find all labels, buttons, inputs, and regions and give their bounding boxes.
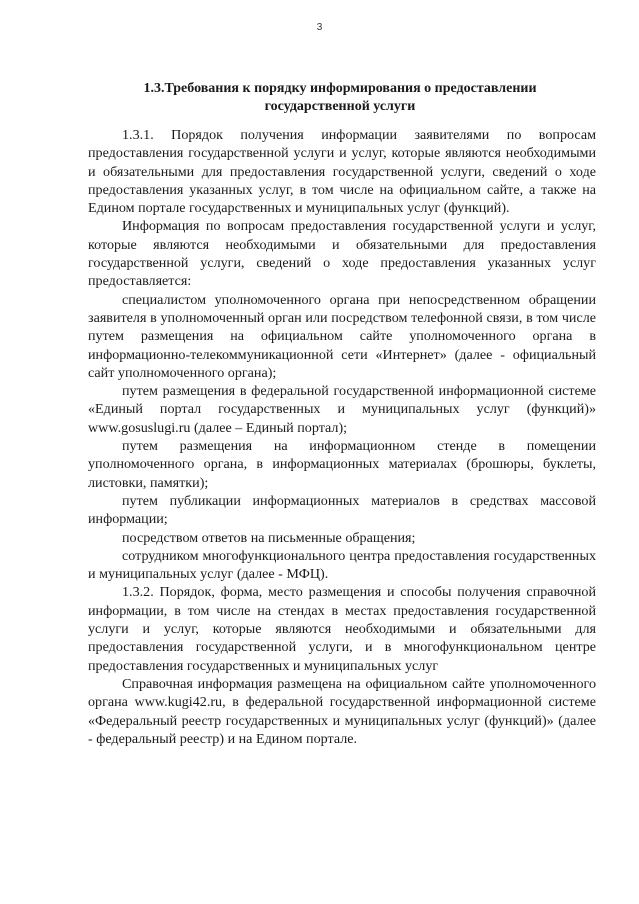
paragraph-reference-info: Справочная информация размещена на официальном сайте уполномоченного органа www.kugi42.ru, в федеральной государственной информационной системе «Федеральный реестр государственных и муниципальных услуг (функций)» (далее - федеральный реестр) и на Едином портале. [88,675,596,747]
paragraph-info-intro: Информация по вопросам предоставления государственной услуги и услуг, которые являются необходимыми и обязательными для предоставления государственной услуги, сведений о ходе предоставления указанных услуг предоставляется: [88,218,596,290]
paragraph-mass-media: путем публикации информационных материалов в средствах массовой информации; [88,492,596,528]
paragraph-specialist: специалистом уполномоченного органа при непосредственном обращении заявителя в уполномоченный орган или посредством телефонной связи, в том числе путем размещения на официальном сайте уполномоченного органа в информационно-телекоммуникационной сети «Интернет» (далее - официальный сайт уполномоченного органа); [88,291,596,381]
section-title: 1.3.Требования к порядку информирования о предоставлении государственной услуги [143,81,537,114]
page-number: 3 [316,22,323,33]
paragraph-1-3-2: 1.3.2. Порядок, форма, место размещения и способы получения справочной информации, в том числе на стендах в местах предоставления государственной услуги и услуг, которые являются необходимыми и обязательными для предоставления государственной услуги, и в многофункциональном центре предоставления государственных и муниципальных услуг [88,584,596,674]
paragraph-mfc: сотрудником многофункционального центра предоставления государственных и муниципальных услуг (далее - МФЦ). [88,547,596,583]
paragraph-federal-system: путем размещения в федеральной государственной информационной системе «Единый портал государственных и муниципальных услуг (функций)» www.gosuslugi.ru (далее – Единый портал); [88,383,596,436]
paragraph-1-3-1: 1.3.1. Порядок получения информации заявителями по вопросам предоставления государственной услуги и услуг, которые являются необходимыми и обязательными для предоставления государственной услуги, сведений о ходе предоставления указанных услуг, в том числе на официальном сайте, а также на Едином портале государственных и муниципальных услуг (функций). [88,127,596,217]
paragraph-written-requests: посредством ответов на письменные обращения; [122,529,416,546]
body-text [88,126,596,748]
paragraph-info-stand: путем размещения на информационном стенде в помещении уполномоченного органа, в информационных материалах (брошюры, буклеты, листовки, памятки); [88,438,596,491]
